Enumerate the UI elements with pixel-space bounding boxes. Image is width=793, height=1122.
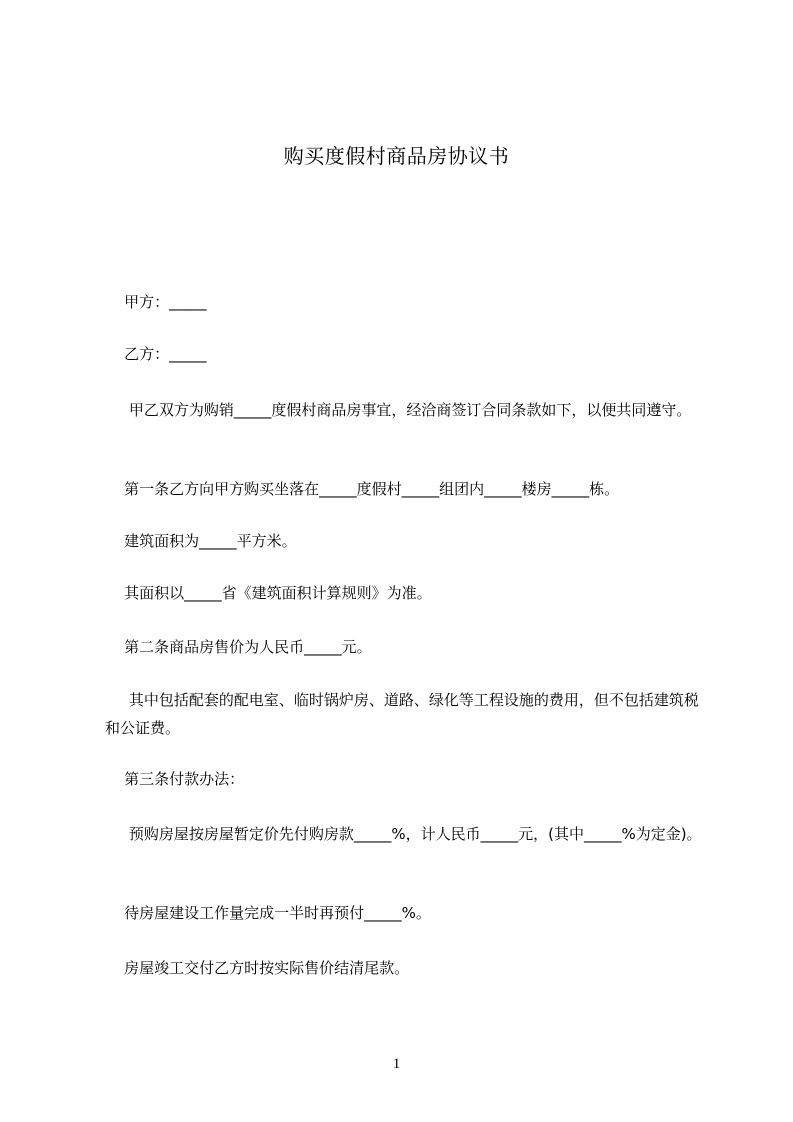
page-number: 1 (392, 1056, 401, 1072)
article-2-paragraph: 第二条商品房售价为人民币_____元。 (105, 638, 372, 656)
preamble-paragraph: 甲乙双方为购销_____度假村商品房事宜，经洽商签订合同条款如下，以便共同遵守。 (105, 401, 692, 419)
article-3-paragraph: 第三条付款办法： (105, 770, 245, 788)
mid-payment-paragraph: 待房屋建设工作量完成一半时再预付_____%。 (105, 904, 431, 922)
prepayment-paragraph: 预购房屋按房屋暂定价先付购房款_____%，计人民币_____元，(其中_____%为定金)。 (105, 825, 702, 843)
area-rule-paragraph: 其面积以_____省《建筑面积计算规则》为准。 (105, 584, 432, 602)
building-area-paragraph: 建筑面积为_____平方米。 (105, 532, 297, 550)
party-b-line: 乙方：_____ (105, 345, 207, 363)
document-title: 购买度假村商品房协议书 (283, 144, 510, 168)
party-a-line: 甲方：_____ (105, 293, 207, 311)
price-includes-paragraph: 其中包括配套的配电室、临时锅炉房、道路、绿化等工程设施的费用，但不包括建筑税和公证费。 (105, 691, 699, 737)
final-payment-paragraph: 房屋竣工交付乙方时按实际售价结清尾款。 (105, 959, 410, 977)
article-1-paragraph: 第一条乙方向甲方购买坐落在_____度假村_____组团内_____楼房_____栋。 (105, 480, 620, 498)
